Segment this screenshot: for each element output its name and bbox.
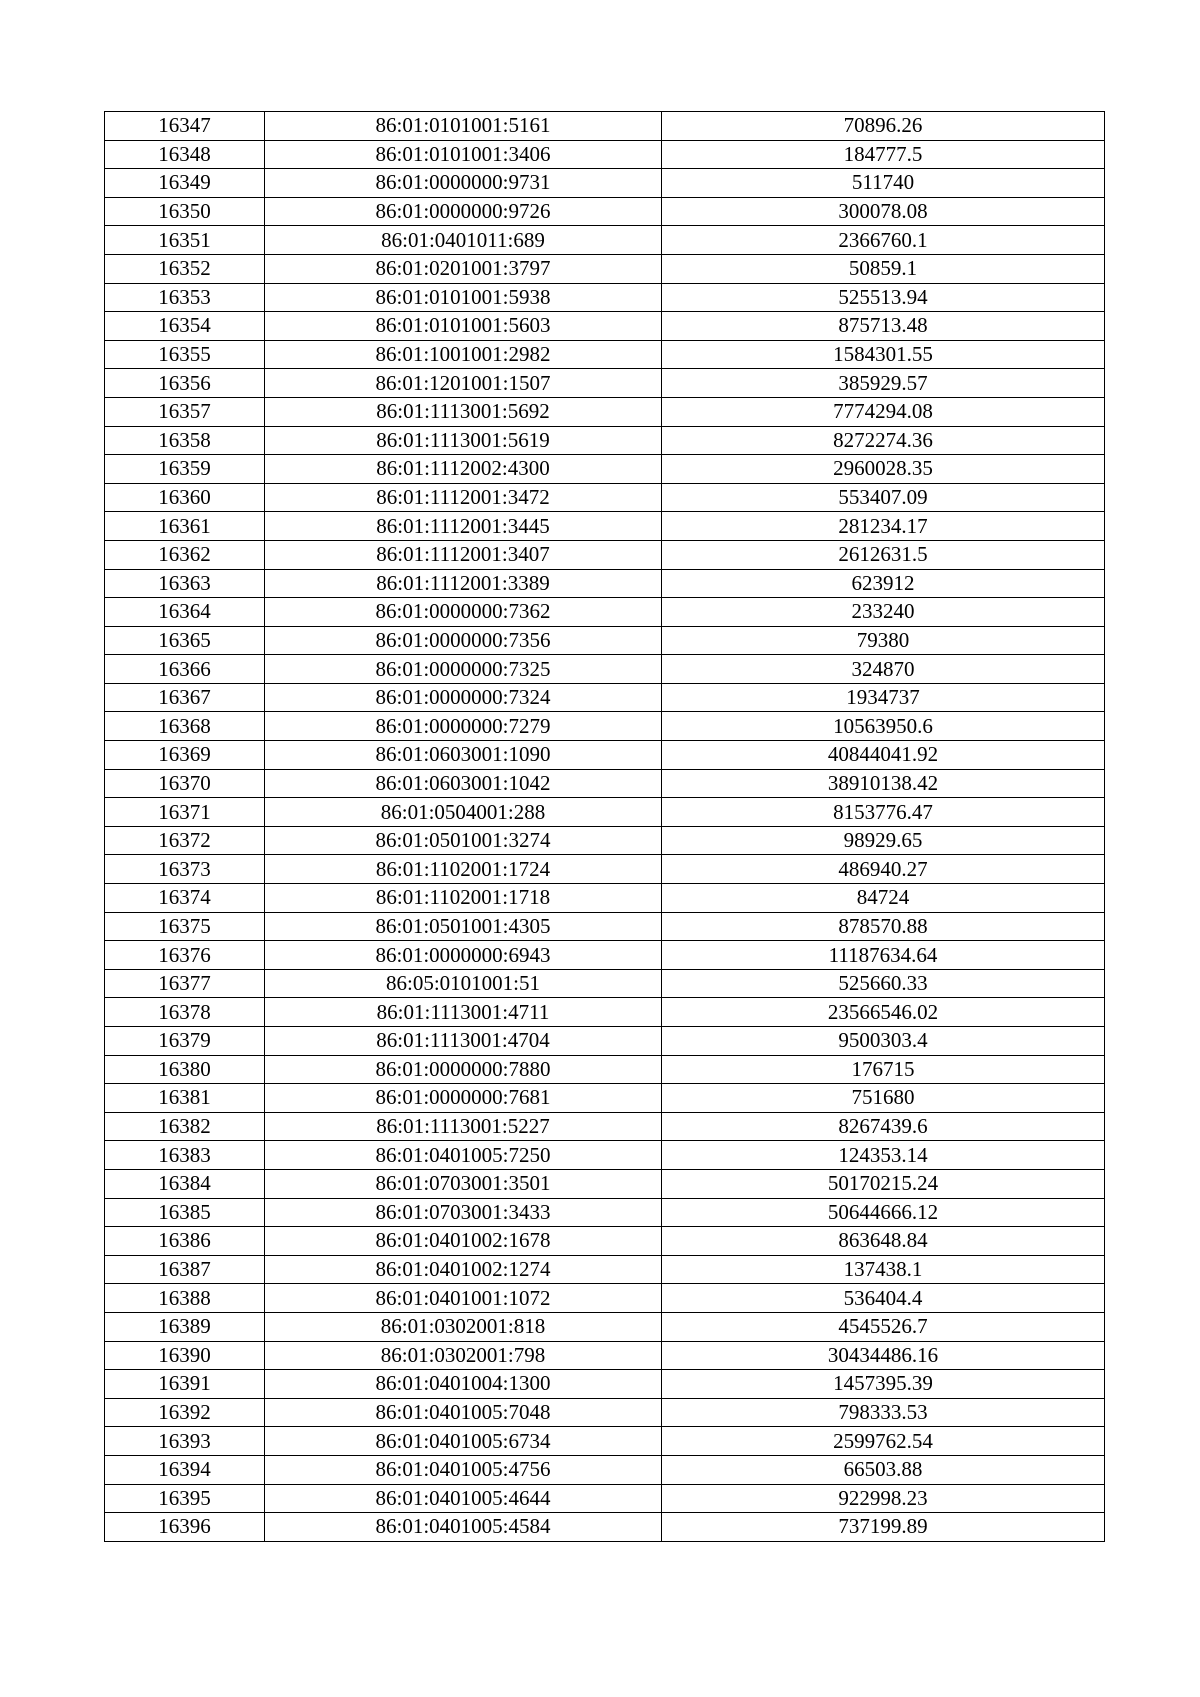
value-cell: 798333.53 [662, 1398, 1105, 1427]
cadastral-number-cell: 86:01:1112001:3407 [265, 540, 662, 569]
row-number-cell: 16367 [105, 683, 265, 712]
table-row [105, 1370, 1105, 1399]
row-number-cell: 16352 [105, 254, 265, 283]
value-cell: 623912 [662, 569, 1105, 598]
row-number-cell: 16383 [105, 1141, 265, 1170]
table-row [105, 826, 1105, 855]
cadastral-number-cell: 86:01:1112001:3445 [265, 512, 662, 541]
cadastral-number-cell: 86:01:0401001:1072 [265, 1284, 662, 1313]
cadastral-number-cell: 86:01:0401005:4644 [265, 1484, 662, 1513]
row-number-cell: 16386 [105, 1227, 265, 1256]
row-number-cell: 16358 [105, 426, 265, 455]
value-cell: 875713.48 [662, 312, 1105, 341]
table-row [105, 598, 1105, 627]
table-row [105, 112, 1105, 141]
table-row [105, 455, 1105, 484]
row-number-cell: 16353 [105, 283, 265, 312]
value-cell: 300078.08 [662, 197, 1105, 226]
table-row [105, 969, 1105, 998]
cadastral-number-cell: 86:01:0401002:1274 [265, 1255, 662, 1284]
row-number-cell: 16349 [105, 169, 265, 198]
cadastral-number-cell: 86:01:0000000:9731 [265, 169, 662, 198]
table-row [105, 1169, 1105, 1198]
row-number-cell: 16366 [105, 655, 265, 684]
value-cell: 2612631.5 [662, 540, 1105, 569]
row-number-cell: 16389 [105, 1312, 265, 1341]
row-number-cell: 16360 [105, 483, 265, 512]
table-row [105, 483, 1105, 512]
value-cell: 23566546.02 [662, 998, 1105, 1027]
value-cell: 66503.88 [662, 1455, 1105, 1484]
table-row [105, 912, 1105, 941]
value-cell: 4545526.7 [662, 1312, 1105, 1341]
cadastral-number-cell: 86:01:0000000:7325 [265, 655, 662, 684]
value-cell: 878570.88 [662, 912, 1105, 941]
value-cell: 536404.4 [662, 1284, 1105, 1313]
value-cell: 281234.17 [662, 512, 1105, 541]
row-number-cell: 16365 [105, 626, 265, 655]
row-number-cell: 16361 [105, 512, 265, 541]
row-number-cell: 16376 [105, 941, 265, 970]
row-number-cell: 16369 [105, 741, 265, 770]
value-cell: 124353.14 [662, 1141, 1105, 1170]
cadastral-number-cell: 86:01:0000000:7356 [265, 626, 662, 655]
cadastral-number-cell: 86:01:0401005:6734 [265, 1427, 662, 1456]
cadastral-number-cell: 86:01:0101001:5938 [265, 283, 662, 312]
cadastral-number-cell: 86:01:0000000:9726 [265, 197, 662, 226]
value-cell: 50859.1 [662, 254, 1105, 283]
row-number-cell: 16375 [105, 912, 265, 941]
row-number-cell: 16387 [105, 1255, 265, 1284]
table-row [105, 1484, 1105, 1513]
row-number-cell: 16370 [105, 769, 265, 798]
table-row [105, 340, 1105, 369]
row-number-cell: 16391 [105, 1370, 265, 1399]
table-row [105, 884, 1105, 913]
value-cell: 1457395.39 [662, 1370, 1105, 1399]
value-cell: 863648.84 [662, 1227, 1105, 1256]
cadastral-number-cell: 86:01:0401005:4756 [265, 1455, 662, 1484]
table-row [105, 169, 1105, 198]
row-number-cell: 16385 [105, 1198, 265, 1227]
cadastral-number-cell: 86:01:0101001:5603 [265, 312, 662, 341]
value-cell: 30434486.16 [662, 1341, 1105, 1370]
row-number-cell: 16381 [105, 1084, 265, 1113]
row-number-cell: 16354 [105, 312, 265, 341]
value-cell: 8153776.47 [662, 798, 1105, 827]
cadastral-number-cell: 86:01:1113001:5692 [265, 397, 662, 426]
value-cell: 11187634.64 [662, 941, 1105, 970]
table-row [105, 540, 1105, 569]
row-number-cell: 16359 [105, 455, 265, 484]
table-row [105, 312, 1105, 341]
cadastral-number-cell: 86:01:0302001:798 [265, 1341, 662, 1370]
row-number-cell: 16395 [105, 1484, 265, 1513]
row-number-cell: 16384 [105, 1169, 265, 1198]
value-cell: 8272274.36 [662, 426, 1105, 455]
cadastral-number-cell: 86:01:1113001:4704 [265, 1027, 662, 1056]
value-cell: 70896.26 [662, 112, 1105, 141]
cadastral-number-cell: 86:01:1112001:3472 [265, 483, 662, 512]
table-row [105, 1255, 1105, 1284]
cadastral-number-cell: 86:01:0401005:7250 [265, 1141, 662, 1170]
table-row [105, 1513, 1105, 1542]
row-number-cell: 16382 [105, 1112, 265, 1141]
row-number-cell: 16388 [105, 1284, 265, 1313]
cadastral-number-cell: 86:01:0000000:7362 [265, 598, 662, 627]
table-row [105, 1055, 1105, 1084]
cadastral-number-cell: 86:01:0401011:689 [265, 226, 662, 255]
cadastral-number-cell: 86:01:1112002:4300 [265, 455, 662, 484]
cadastral-number-cell: 86:01:0401005:4584 [265, 1513, 662, 1542]
table-row [105, 1455, 1105, 1484]
value-cell: 385929.57 [662, 369, 1105, 398]
table-row [105, 1312, 1105, 1341]
row-number-cell: 16378 [105, 998, 265, 1027]
value-cell: 751680 [662, 1084, 1105, 1113]
value-cell: 737199.89 [662, 1513, 1105, 1542]
row-number-cell: 16364 [105, 598, 265, 627]
cadastral-number-cell: 86:01:0703001:3501 [265, 1169, 662, 1198]
table-row [105, 941, 1105, 970]
row-number-cell: 16355 [105, 340, 265, 369]
table-row [105, 369, 1105, 398]
row-number-cell: 16371 [105, 798, 265, 827]
value-cell: 525660.33 [662, 969, 1105, 998]
row-number-cell: 16390 [105, 1341, 265, 1370]
cadastral-number-cell: 86:01:1102001:1718 [265, 884, 662, 913]
row-number-cell: 16356 [105, 369, 265, 398]
table-row [105, 1227, 1105, 1256]
table-row [105, 1084, 1105, 1113]
value-cell: 486940.27 [662, 855, 1105, 884]
value-cell: 184777.5 [662, 140, 1105, 169]
table-row [105, 569, 1105, 598]
table-row [105, 397, 1105, 426]
table-row [105, 197, 1105, 226]
row-number-cell: 16347 [105, 112, 265, 141]
value-cell: 2599762.54 [662, 1427, 1105, 1456]
value-cell: 324870 [662, 655, 1105, 684]
row-number-cell: 16350 [105, 197, 265, 226]
row-number-cell: 16362 [105, 540, 265, 569]
cadastral-number-cell: 86:01:1113001:5619 [265, 426, 662, 455]
value-cell: 7774294.08 [662, 397, 1105, 426]
value-cell: 9500303.4 [662, 1027, 1105, 1056]
value-cell: 40844041.92 [662, 741, 1105, 770]
value-cell: 50170215.24 [662, 1169, 1105, 1198]
cadastral-number-cell: 86:01:0101001:3406 [265, 140, 662, 169]
row-number-cell: 16396 [105, 1513, 265, 1542]
table-row [105, 855, 1105, 884]
table-row [105, 998, 1105, 1027]
value-cell: 38910138.42 [662, 769, 1105, 798]
cadastral-number-cell: 86:01:0401004:1300 [265, 1370, 662, 1399]
cadastral-number-cell: 86:01:0603001:1090 [265, 741, 662, 770]
value-cell: 8267439.6 [662, 1112, 1105, 1141]
row-number-cell: 16374 [105, 884, 265, 913]
cadastral-number-cell: 86:01:0201001:3797 [265, 254, 662, 283]
table-row [105, 1427, 1105, 1456]
table-row [105, 254, 1105, 283]
table-row [105, 798, 1105, 827]
value-cell: 10563950.6 [662, 712, 1105, 741]
table-body [105, 112, 1105, 1542]
value-cell: 1584301.55 [662, 340, 1105, 369]
table-row [105, 655, 1105, 684]
value-cell: 922998.23 [662, 1484, 1105, 1513]
table-row [105, 1341, 1105, 1370]
table-row [105, 1112, 1105, 1141]
row-number-cell: 16394 [105, 1455, 265, 1484]
table-row [105, 769, 1105, 798]
value-cell: 84724 [662, 884, 1105, 913]
value-cell: 233240 [662, 598, 1105, 627]
cadastral-number-cell: 86:01:0000000:6943 [265, 941, 662, 970]
table-row [105, 683, 1105, 712]
value-cell: 2366760.1 [662, 226, 1105, 255]
value-cell: 553407.09 [662, 483, 1105, 512]
table-row [105, 1198, 1105, 1227]
cadastral-number-cell: 86:01:0501001:3274 [265, 826, 662, 855]
cadastral-number-cell: 86:01:0504001:288 [265, 798, 662, 827]
table-row [105, 226, 1105, 255]
value-cell: 525513.94 [662, 283, 1105, 312]
cadastral-number-cell: 86:01:0000000:7279 [265, 712, 662, 741]
cadastral-number-cell: 86:01:0603001:1042 [265, 769, 662, 798]
cadastral-number-cell: 86:01:0703001:3433 [265, 1198, 662, 1227]
cadastral-number-cell: 86:01:0000000:7681 [265, 1084, 662, 1113]
cadastral-number-cell: 86:01:1102001:1724 [265, 855, 662, 884]
value-cell: 2960028.35 [662, 455, 1105, 484]
row-number-cell: 16393 [105, 1427, 265, 1456]
cadastral-number-cell: 86:01:0101001:5161 [265, 112, 662, 141]
table-row [105, 512, 1105, 541]
row-number-cell: 16392 [105, 1398, 265, 1427]
row-number-cell: 16348 [105, 140, 265, 169]
table-row [105, 1027, 1105, 1056]
cadastral-number-cell: 86:01:0501001:4305 [265, 912, 662, 941]
cadastral-number-cell: 86:01:1001001:2982 [265, 340, 662, 369]
table-row [105, 1398, 1105, 1427]
cadastral-number-cell: 86:01:0401005:7048 [265, 1398, 662, 1427]
row-number-cell: 16377 [105, 969, 265, 998]
row-number-cell: 16357 [105, 397, 265, 426]
row-number-cell: 16351 [105, 226, 265, 255]
cadastral-value-table [104, 111, 1105, 1542]
table-row [105, 1141, 1105, 1170]
table-row [105, 626, 1105, 655]
row-number-cell: 16379 [105, 1027, 265, 1056]
row-number-cell: 16380 [105, 1055, 265, 1084]
table-row [105, 741, 1105, 770]
table-row [105, 1284, 1105, 1313]
row-number-cell: 16372 [105, 826, 265, 855]
cadastral-number-cell: 86:01:1113001:4711 [265, 998, 662, 1027]
value-cell: 1934737 [662, 683, 1105, 712]
value-cell: 137438.1 [662, 1255, 1105, 1284]
value-cell: 176715 [662, 1055, 1105, 1084]
cadastral-number-cell: 86:01:0000000:7880 [265, 1055, 662, 1084]
table-row [105, 712, 1105, 741]
cadastral-number-cell: 86:01:1113001:5227 [265, 1112, 662, 1141]
cadastral-number-cell: 86:01:0401002:1678 [265, 1227, 662, 1256]
row-number-cell: 16363 [105, 569, 265, 598]
value-cell: 79380 [662, 626, 1105, 655]
table-row [105, 426, 1105, 455]
row-number-cell: 16373 [105, 855, 265, 884]
value-cell: 511740 [662, 169, 1105, 198]
cadastral-number-cell: 86:01:1201001:1507 [265, 369, 662, 398]
cadastral-number-cell: 86:01:0000000:7324 [265, 683, 662, 712]
cadastral-number-cell: 86:05:0101001:51 [265, 969, 662, 998]
table-row [105, 140, 1105, 169]
value-cell: 98929.65 [662, 826, 1105, 855]
cadastral-number-cell: 86:01:0302001:818 [265, 1312, 662, 1341]
cadastral-number-cell: 86:01:1112001:3389 [265, 569, 662, 598]
table-row [105, 283, 1105, 312]
value-cell: 50644666.12 [662, 1198, 1105, 1227]
row-number-cell: 16368 [105, 712, 265, 741]
